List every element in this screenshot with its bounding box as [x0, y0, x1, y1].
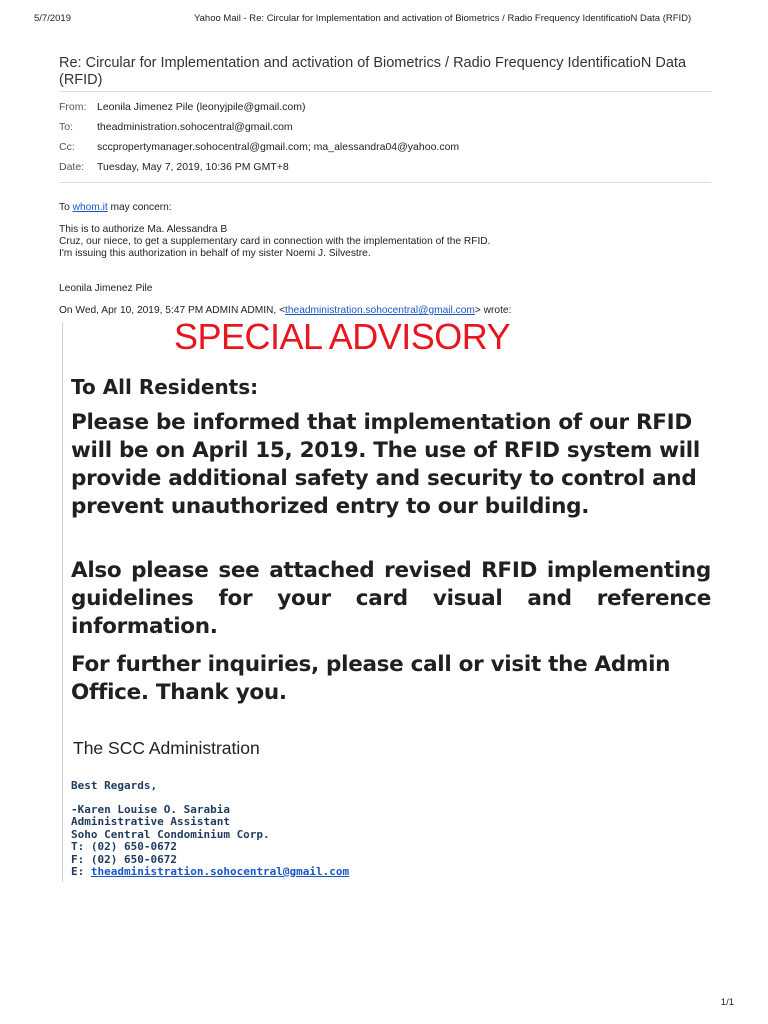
to-row [59, 121, 711, 141]
to-value: theadministration.sohocentral@gmail.com [97, 121, 293, 133]
sig-phone: T: (02) 650-0672 [71, 840, 177, 853]
from-row [59, 101, 711, 121]
admin-email-link[interactable]: theadministration.sohocentral@gmail.com [285, 305, 475, 316]
email-signature [71, 780, 349, 879]
greeting-suffix: may concern: [107, 202, 172, 213]
sig-regards: Best Regards, [71, 779, 158, 792]
print-title: Yahoo Mail - Re: Circular for Implementation and activation of Biometrics / Radio Frequency IdentificatioN Data (RFID) [194, 13, 692, 24]
sig-email-prefix: E: [71, 865, 91, 878]
greeting-line [59, 202, 172, 214]
cc-label: Cc: [59, 141, 75, 153]
divider [59, 91, 711, 92]
advisory-paragraph-1: Please be informed that implementation of our RFID will be on April 15, 2019. The use of RFID system will provide additional safety and security to control and prevent unauthorized entry to our building. [71, 410, 700, 519]
print-date: 5/7/2019 [34, 13, 71, 24]
cc-value: sccpropertymanager.sohocentral@gmail.com; ma_alessandra04@yahoo.com [97, 141, 460, 153]
cc-row [59, 141, 711, 161]
email-subject: Re: Circular for Implementation and activation of Biometrics / Radio Frequency IdentificatioN Data (RFID) [59, 55, 687, 88]
body-line-2: Cruz, our niece, to get a supplementary card in connection with the implementation of the RFID. [59, 236, 491, 247]
divider [59, 182, 711, 183]
sig-position: Administrative Assistant [71, 815, 230, 828]
date-label: Date: [59, 161, 85, 173]
sig-email-link[interactable]: theadministration.sohocentral@gmail.com [90, 865, 350, 878]
greeting-prefix: To [59, 202, 73, 213]
sig-company: Soho Central Condominium Corp. [71, 827, 270, 841]
sender-name: Leonila Jimenez Pile [59, 283, 153, 294]
from-value: Leonila Jimenez Pile (leonyjpile@gmail.com) [97, 101, 306, 113]
print-header [34, 13, 734, 27]
date-row [59, 161, 711, 181]
page-number: 1/1 [720, 997, 734, 1008]
sig-fax: F: (02) 650-0672 [71, 852, 177, 866]
advisory-paragraph-2: Also please see attached revised RFID implementing guidelines for your card visual and reference information. [71, 558, 711, 639]
sig-email-line [71, 866, 349, 879]
sig-name: -Karen Louise O. Sarabia [71, 802, 230, 816]
quote-prefix: On Wed, Apr 10, 2019, 5:47 PM ADMIN ADMIN, < [59, 305, 286, 316]
body-line-3: I'm issuing this authorization in behalf of my sister Noemi J. Silvestre. [59, 248, 371, 259]
whom-link[interactable]: whom.it [72, 202, 108, 213]
body-line-1: This is to authorize Ma. Alessandra B [59, 224, 228, 235]
date-value: Tuesday, May 7, 2019, 10:36 PM GMT+8 [97, 161, 289, 173]
advisory-title: SPECIAL ADVISORY [174, 316, 511, 357]
from-label: From: [59, 101, 87, 113]
quote-bar [62, 322, 63, 882]
advisory-signoff: The SCC Administration [73, 738, 260, 758]
quote-suffix: > wrote: [474, 305, 512, 316]
email-meta [59, 101, 711, 181]
advisory-greeting: To All Residents: [71, 375, 259, 399]
to-label: To: [59, 121, 74, 133]
advisory-paragraph-3: For further inquiries, please call or visit the Admin Office. Thank you. [71, 652, 671, 705]
